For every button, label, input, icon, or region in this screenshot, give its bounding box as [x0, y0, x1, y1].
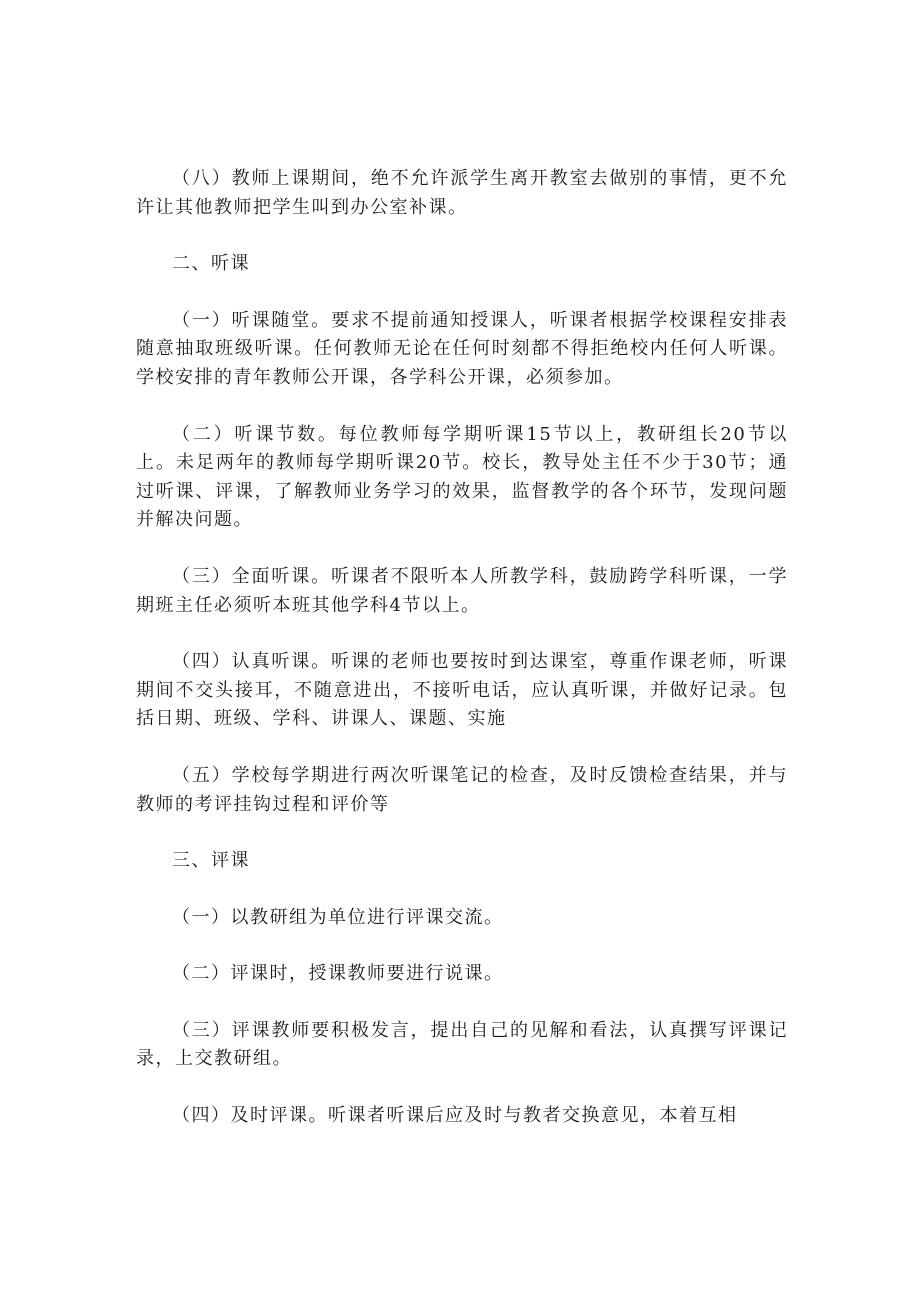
- paragraph-listen-carefully: （四）认真听课。听课的老师也要按时到达课室，尊重作课老师，听课期间不交头接耳，不随意进出，不接听电话，应认真听课，并做好记录。包括日期、班级、学科、讲课人、课题、实施: [136, 651, 788, 730]
- paragraph-listen-all-subjects: （三）全面听课。听课者不限听本人所教学科，鼓励跨学科听课，一学期班主任必须听本班其他学科4节以上。: [136, 565, 788, 616]
- paragraph-eval-explain: （二）评课时，授课教师要进行说课。: [172, 963, 504, 985]
- paragraph-listen-unannounced: （一）听课随堂。要求不提前通知授课人，听课者根据学校课程安排表随意抽取班级听课。任何教师无论在任何时刻都不得拒绝校内任何人听课。学校安排的青年教师公开课，各学科公开课，必须参加。: [136, 309, 788, 388]
- paragraph-eval-by-group: （一）以教研组为单位进行评课交流。: [172, 906, 504, 928]
- paragraph-eval-timely: （四）及时评课。听课者听课后应及时与教者交换意见，本着互相: [172, 1105, 738, 1127]
- document-body: [136, 165, 788, 1131]
- paragraph-listen-count: （二）听课节数。每位教师每学期听课15节以上，教研组长20节以上。未足两年的教师每学期听课20节。校长，教导处主任不少于30节；通过听课、评课，了解教师业务学习的效果，监督教学的各个环节，发现问题并解决问题。: [136, 423, 788, 531]
- section-heading-listening: 二、听课: [172, 253, 250, 275]
- paragraph-eval-speak-up: （三）评课教师要积极发言，提出自己的见解和看法，认真撰写评课记录，上交教研组。: [136, 1019, 788, 1070]
- section-heading-evaluation: 三、评课: [172, 850, 250, 872]
- paragraph-notes-check: （五）学校每学期进行两次听课笔记的检查，及时反馈检查结果，并与教师的考评挂钩过程和评价等: [136, 764, 788, 815]
- paragraph-8-no-dispatching-students: （八）教师上课期间，绝不允许派学生离开教室去做别的事情，更不允许让其他教师把学生叫到办公室补课。: [136, 168, 788, 218]
